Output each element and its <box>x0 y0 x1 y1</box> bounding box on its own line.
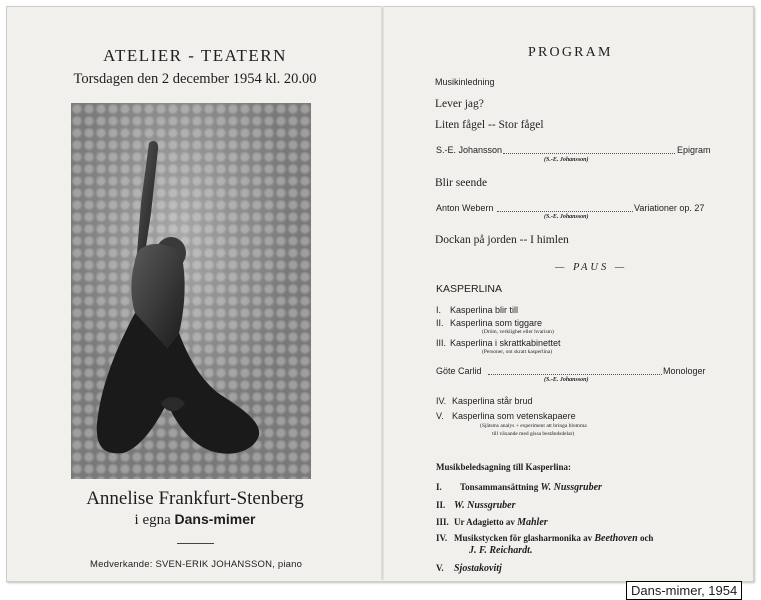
program-title: PROGRAM <box>528 45 613 60</box>
part-title: Kasperlina som vetenskapaere <box>452 411 576 421</box>
program-item: Lever jag? <box>435 98 484 110</box>
part-title: Kasperlina blir till <box>450 305 519 315</box>
part-title: Kasperlina som tiggare <box>450 318 543 328</box>
music-part-number: I. <box>436 482 442 492</box>
performer-name: Annelise Frankfurt-Stenberg <box>86 488 304 509</box>
program-item: Blir seende <box>435 177 488 189</box>
leader-dots <box>488 374 662 375</box>
music-part-number: II. <box>436 500 446 510</box>
leader-dots <box>503 153 675 154</box>
center-fold <box>381 6 384 580</box>
part-title: Kasperlina i skrattkabinettet <box>450 338 561 348</box>
part-number: II. <box>436 318 444 328</box>
performer-note: (S.-E. Johansson) <box>544 377 589 383</box>
composer-credit: Beethoven <box>594 533 638 544</box>
performance-subtitle <box>60 511 330 529</box>
part-note: till växande med gissa beståndsdelar) <box>492 431 575 437</box>
composer-name: S.-E. Johansson <box>436 145 503 155</box>
leader-dots <box>497 211 633 212</box>
piece-title: Epigram <box>677 145 711 155</box>
piece-title: Monologer <box>663 366 706 376</box>
piece-title: Variationer op. 27 <box>634 203 705 213</box>
pause-marker: — PAUS — <box>555 262 628 273</box>
part-number: V. <box>436 411 444 421</box>
dancer-photo <box>71 103 311 479</box>
composer-credit: J. F. Reichardt. <box>469 545 533 556</box>
divider-rule <box>177 543 214 544</box>
subtitle-prefix: i egna <box>134 512 171 528</box>
music-part <box>436 500 516 511</box>
part-number: III. <box>436 338 447 348</box>
venue-title: ATELIER - TEATERN <box>103 46 287 65</box>
composer-name: Anton Webern <box>436 203 494 213</box>
music-part-number: IV. <box>436 533 448 543</box>
music-part-text: Ur Adagietto av <box>454 517 515 527</box>
performer-note: (S.-E. Johansson) <box>544 157 589 163</box>
credits-line: Medverkande: SVEN-ERIK JOHANSSON, piano <box>90 559 303 570</box>
music-heading: Musikbeledsagning till Kasperlina: <box>436 462 572 472</box>
music-part <box>436 533 653 544</box>
music-part-number: V. <box>436 563 444 573</box>
part-note: (Dröm, verklighet eller hvarism) <box>482 329 554 335</box>
composer-credit: Mahler <box>517 517 548 528</box>
program-intro: Musikinledning <box>435 77 495 87</box>
music-part-text: Musikstycken för glasharmonika av <box>454 533 593 543</box>
subtitle-emphasis: Dans-mimer <box>174 511 256 527</box>
composer-credit: Sjostakovitj <box>454 563 502 574</box>
dancer-silhouette <box>71 103 311 479</box>
performance-date: Torsdagen den 2 december 1954 kl. 20.00 <box>73 71 317 87</box>
composer-credit: W. Nussgruber <box>540 482 602 493</box>
music-part <box>436 517 548 528</box>
performer-note: (S.-E. Johansson) <box>544 214 589 220</box>
program-item: Liten fågel -- Stor fågel <box>435 119 544 131</box>
music-part <box>436 563 502 574</box>
part-number: IV. <box>436 396 447 406</box>
part-title: Kasperlina står brud <box>452 396 533 406</box>
music-part <box>436 482 602 493</box>
part-note: (Personer, ont skratt kasperlina) <box>482 349 553 355</box>
section-title: KASPERLINA <box>436 283 502 295</box>
composer-credit: W. Nussgruber <box>454 500 516 511</box>
music-part-number: III. <box>436 517 449 527</box>
image-caption: Dans-mimer, 1954 <box>626 581 742 600</box>
program-item: Dockan på jorden -- I himlen <box>435 234 569 246</box>
part-number: I. <box>436 305 442 315</box>
music-part-text: Tonsammansättning <box>460 482 539 492</box>
composer-name: Göte Carlid <box>436 366 482 376</box>
music-part-text: och <box>639 533 654 543</box>
part-note: (Sjätsms analys + experiment att bringa blomma <box>480 423 587 429</box>
